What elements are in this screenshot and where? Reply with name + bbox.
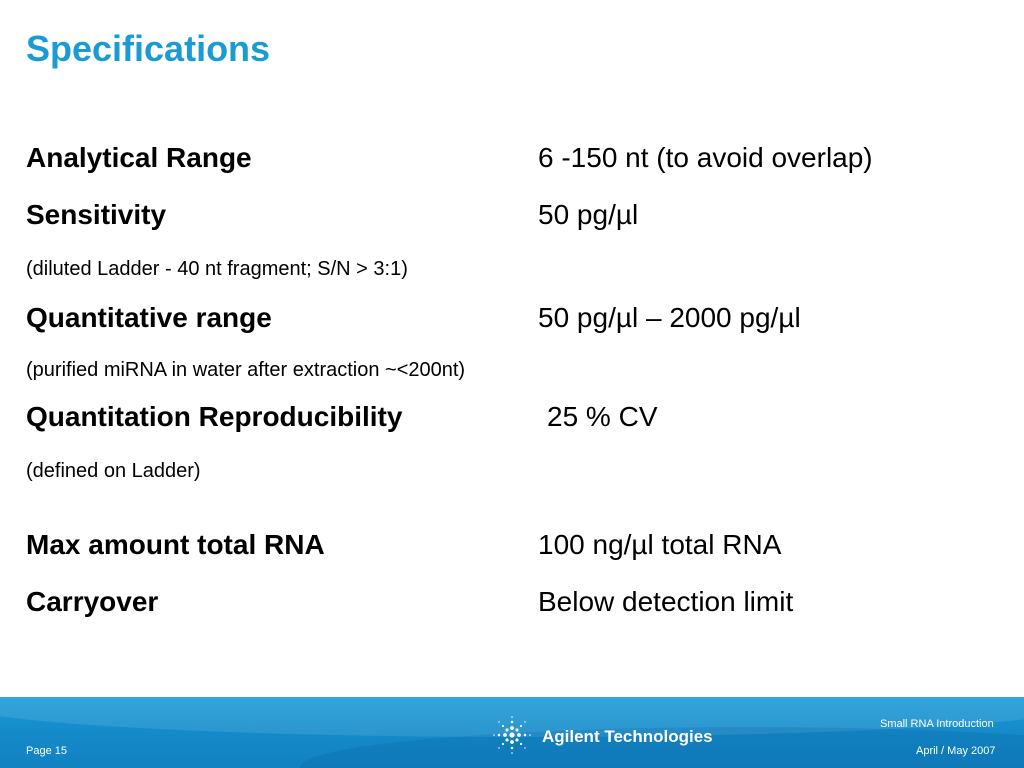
spec-label-quantitative-range: Quantitative range	[26, 302, 272, 333]
spec-label-analytical-range: Analytical Range	[26, 142, 252, 173]
agilent-logo	[490, 715, 713, 759]
spec-label-sensitivity: Sensitivity	[26, 199, 167, 230]
agilent-spark-icon	[490, 713, 534, 762]
presentation-date: April / May 2007	[916, 745, 996, 757]
spec-value-quantitative-range: 50 pg/µl – 2000 pg/µl	[538, 302, 801, 333]
presentation-title: Small RNA Introduction	[880, 718, 994, 730]
spec-note-quantitative-range: (purified miRNA in water after extraction ~<200nt)	[26, 359, 466, 381]
page-number: Page 15	[26, 745, 67, 757]
spec-note-reproducibility: (defined on Ladder)	[26, 460, 201, 482]
spec-value-sensitivity: 50 pg/µl	[538, 199, 639, 230]
slide-title: Specifications	[26, 28, 271, 69]
company-name: Agilent Technologies	[542, 727, 713, 746]
spec-value-max-amount: 100 ng/µl total RNA	[538, 529, 782, 560]
spec-label-carryover: Carryover	[26, 586, 159, 617]
spec-value-analytical-range: 6 -150 nt (to avoid overlap)	[538, 142, 873, 173]
spec-value-carryover: Below detection limit	[538, 586, 794, 617]
spec-note-sensitivity: (diluted Ladder - 40 nt fragment; S/N > 3:1)	[26, 258, 408, 280]
spec-label-max-amount: Max amount total RNA	[26, 529, 325, 560]
spec-value-reproducibility: 25 % CV	[547, 401, 658, 432]
spec-label-reproducibility: Quantitation Reproducibility	[26, 401, 403, 432]
